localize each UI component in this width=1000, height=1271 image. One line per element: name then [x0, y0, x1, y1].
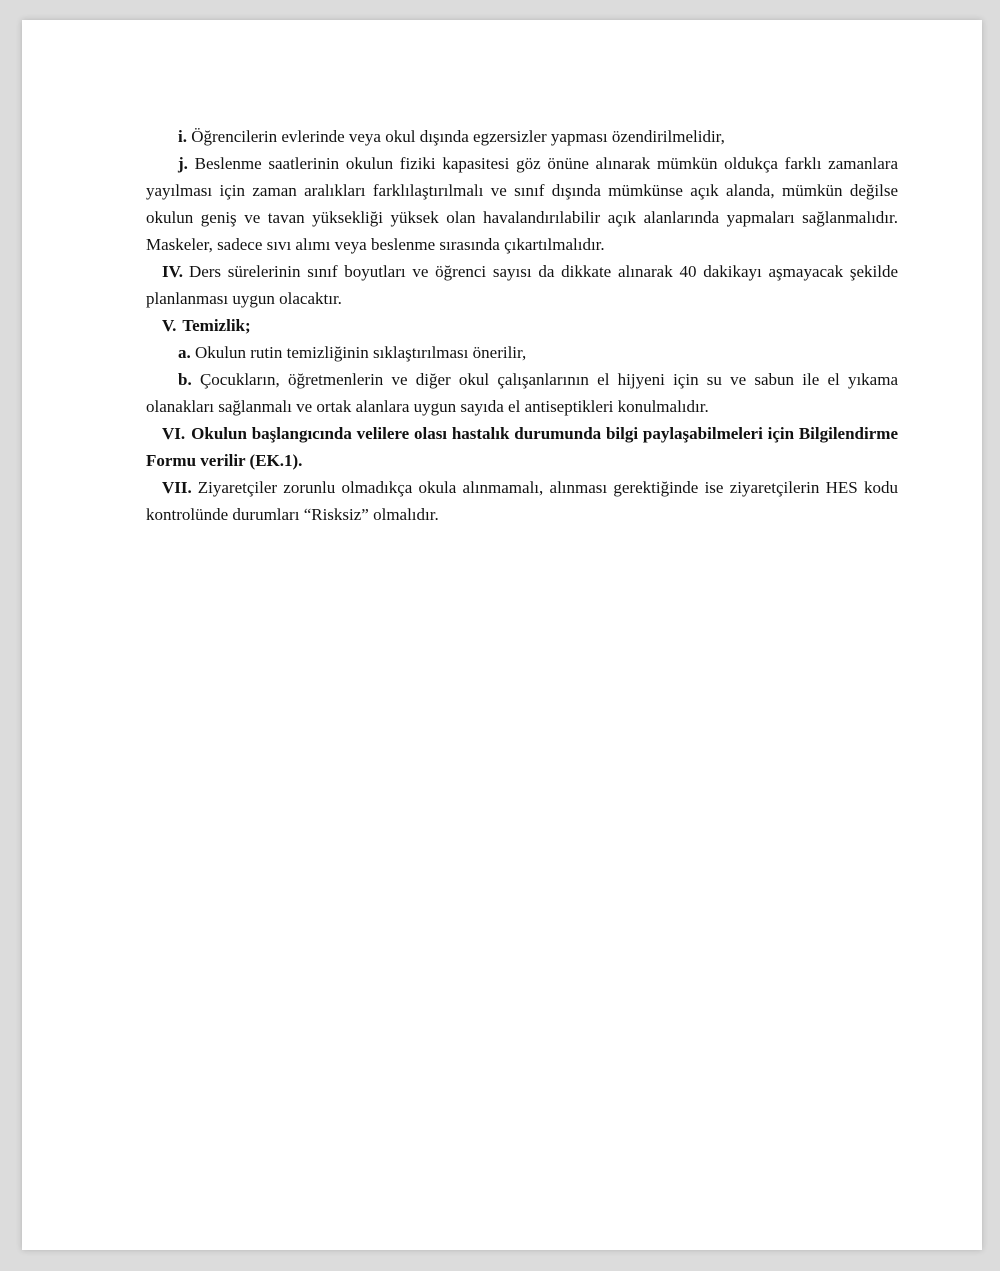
- item-vii-text: Ziyaretçiler zorunlu olmadıkça okula alınmamalı, alınması gerektiğinde ise ziyaretçilerin HES kodu kontrolünde durumları “Risksiz” olmalıdır.: [146, 478, 898, 524]
- item-iv-text: Ders sürelerinin sınıf boyutları ve öğrenci sayısı da dikkate alınarak 40 dakikayı aşmayacak şekilde planlanması uygun olacaktır.: [146, 262, 898, 308]
- item-vi-label: VI.: [162, 424, 186, 443]
- document-page: [22, 20, 982, 1250]
- item-b-text: Çocukların, öğretmenlerin ve diğer okul çalışanlarının el hijyeni için su ve sabun ile el yıkama olanakları sağlanmalı ve ortak alanlara uygun sayıda el antiseptikleri konulmalıdır.: [146, 370, 898, 416]
- item-a: [146, 339, 898, 366]
- item-v: [146, 312, 898, 339]
- item-j-label: j.: [178, 154, 188, 173]
- item-vi-text: Okulun başlangıcında velilere olası hastalık durumunda bilgi paylaşabilmeleri için Bilgilendirme Formu verilir (EK.1).: [146, 424, 898, 470]
- item-i: [146, 123, 898, 150]
- document-body: [146, 123, 898, 528]
- item-iv-label: IV.: [162, 262, 183, 281]
- item-j-text: Beslenme saatlerinin okulun fiziki kapasitesi göz önüne alınarak mümkün oldukça farklı zamanlara yayılması için zaman aralıkları farklılaştırılmalı ve sınıf dışında mümkünse açık alanda, mümkün değilse okulun geniş ve tavan yüksekliği yüksek olan havalandırılabilir açık alanlarında yapmaları sağlanmalıdır. Maskeler, sadece sıvı alımı veya beslenme sırasında çıkartılmalıdır.: [146, 154, 898, 254]
- item-v-label: V.: [162, 316, 177, 335]
- item-a-label: a.: [178, 343, 191, 362]
- item-v-text: Temizlik;: [182, 316, 251, 335]
- item-vii-label: VII.: [162, 478, 192, 497]
- item-a-text: Okulun rutin temizliğinin sıklaştırılması önerilir,: [195, 343, 527, 362]
- item-vi: [146, 420, 898, 474]
- item-b: [146, 366, 898, 420]
- item-i-text: Öğrencilerin evlerinde veya okul dışında egzersizler yapması özendirilmelidir,: [191, 127, 725, 146]
- item-iv: [146, 258, 898, 312]
- item-b-label: b.: [178, 370, 192, 389]
- item-j: [146, 150, 898, 258]
- item-i-label: i.: [178, 127, 187, 146]
- item-vii: [146, 474, 898, 528]
